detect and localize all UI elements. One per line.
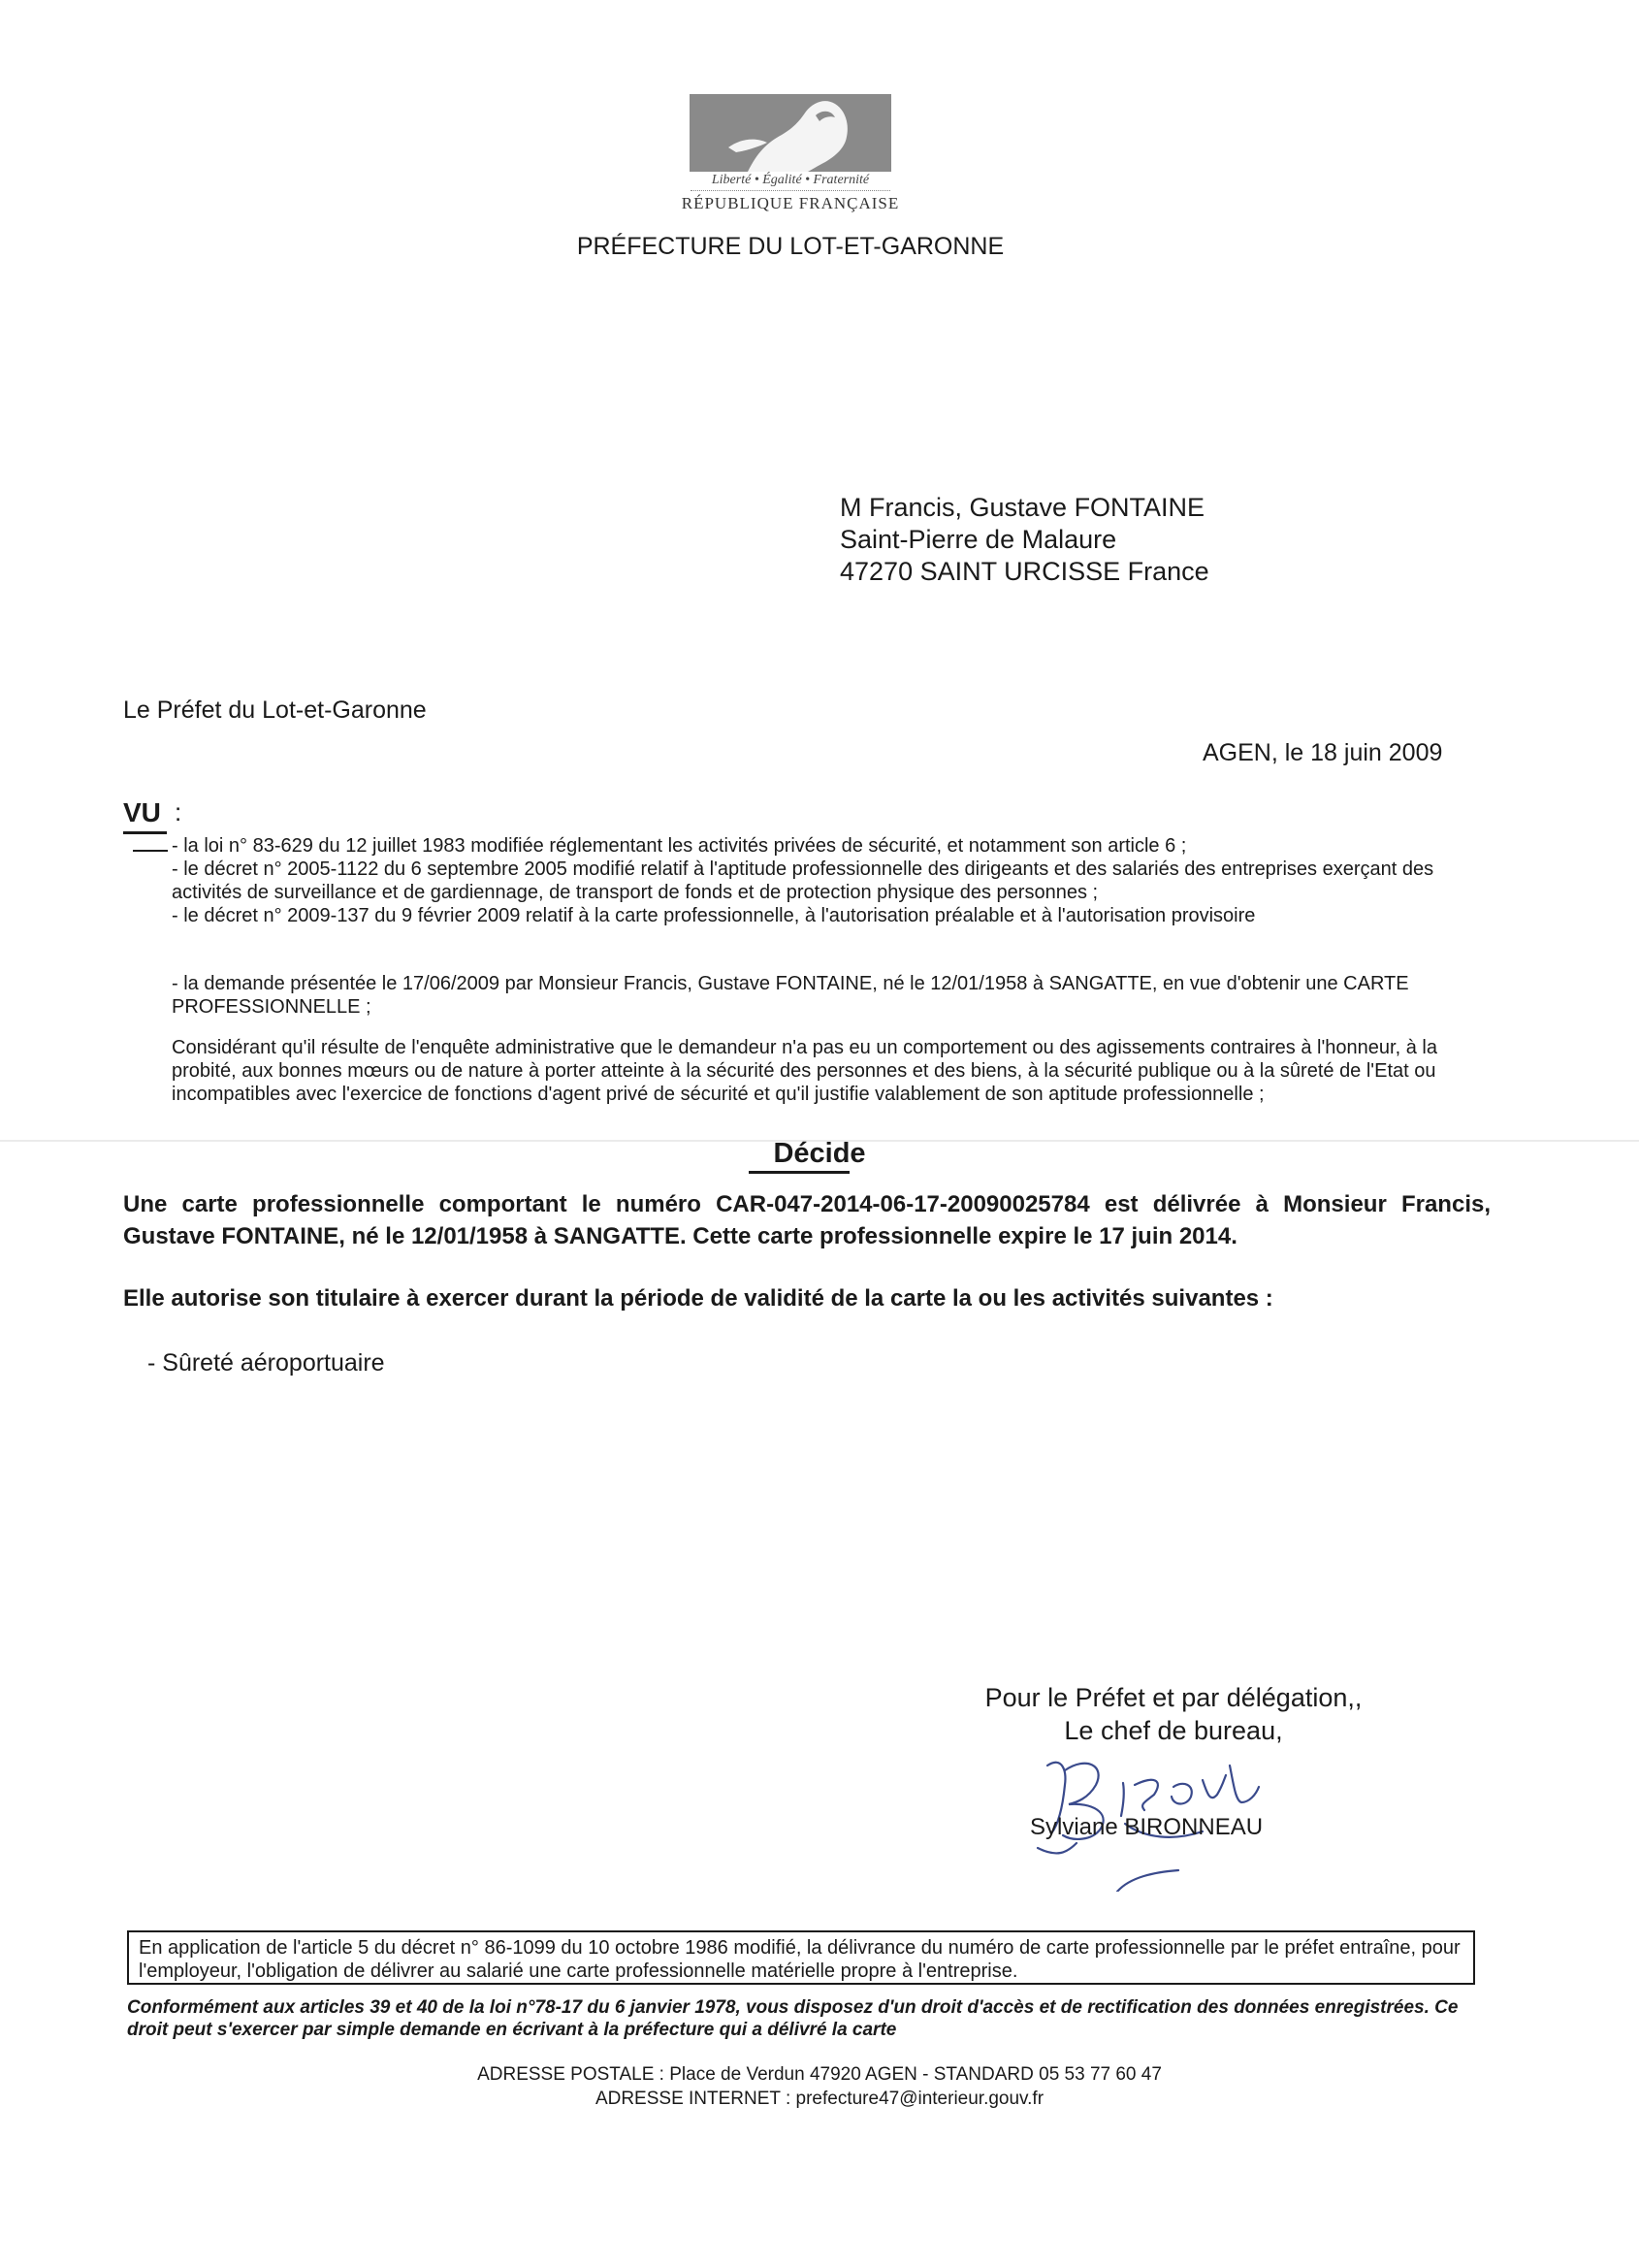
- signatory-name: Sylviane BIRONNEAU: [1030, 1814, 1264, 1840]
- notice-text: En application de l'article 5 du décret n° 86-1099 du 10 octobre 1986 modifié, la délivrance du numéro de carte professionnelle par le préfet entraîne, pour l'employeur, l'obligation de délivrer au salarié une carte professionnelle matérielle propre à l'entreprise.: [139, 1937, 1461, 1982]
- vu-item: - le décret n° 2005-1122 du 6 septembre 2005 modifié relatif à l'aptitude professionnelle des dirigeants et des salariés des entreprises exerçant des activités de surveillance et de gardiennage, de transport de fonds et de protection physique des personnes ;: [172, 859, 1434, 903]
- vu-item: - le décret n° 2009-137 du 9 février 2009 relatif à la carte professionnelle, à l'autorisation préalable et à l'autorisation provisoire: [172, 905, 1256, 926]
- signature-role: Le chef de bureau,: [1064, 1716, 1283, 1745]
- republique-francaise-label: RÉPUBLIQUE FRANÇAISE: [681, 194, 900, 212]
- decide-underline: [749, 1171, 850, 1174]
- demande-paragraph: - la demande présentée le 17/06/2009 par Monsieur Francis, Gustave FONTAINE, né le 12/01/1958 à SANGATTE, en vue d'obtenir une CARTE PROFESSIONNELLE ;: [172, 973, 1409, 1018]
- vu-list: [172, 834, 1491, 927]
- marianne-logo: [690, 94, 891, 172]
- recipient-address-line: Saint-Pierre de Malaure: [840, 525, 1117, 554]
- vu-item: - la loi n° 83-629 du 12 juillet 1983 modifiée réglementant les activités privées de sécurité, et notamment son article 6 ;: [172, 835, 1187, 857]
- signature-delegation: Pour le Préfet et par délégation,,: [984, 1683, 1363, 1712]
- vu-heading: VU: [123, 797, 161, 827]
- recipient-name: M Francis, Gustave FONTAINE: [840, 493, 1205, 522]
- motto: Liberté • Égalité • Fraternité: [711, 173, 870, 187]
- notice-box: [127, 1930, 1475, 1985]
- footer-internet-address: ADRESSE INTERNET : prefecture47@interieur.gouv.fr: [595, 2089, 1044, 2109]
- decide-heading: Décide: [773, 1138, 866, 1169]
- footer-postal-address: ADRESSE POSTALE : Place de Verdun 47920 AGEN - STANDARD 05 53 77 60 47: [477, 2064, 1162, 2085]
- vu-dash: [133, 850, 168, 852]
- issuer: Le Préfet du Lot-et-Garonne: [123, 697, 427, 724]
- considerant-paragraph: Considérant qu'il résulte de l'enquête administrative que le demandeur n'a pas eu un comportement ou des agissements contraires à l'honneur, à la probité, aux bonnes mœurs ou de nature à porter atteinte à la sécurité des personnes et des biens, à la sécurité publique ou à la sûreté de l'Etat ou incompatibles avec l'exercice de fonctions d'agent privé de sécurité et qu'il justifie valablement de son aptitude professionnelle ;: [172, 1037, 1437, 1105]
- recipient-city-line: 47270 SAINT URCISSE France: [840, 557, 1209, 586]
- vu-colon: :: [175, 797, 182, 826]
- prefecture-title: PRÉFECTURE DU LOT-ET-GARONNE: [576, 233, 1005, 260]
- handwritten-signature: [1009, 1727, 1280, 1896]
- letter-date: AGEN, le 18 juin 2009: [1203, 739, 1443, 766]
- motto-divider: [691, 190, 890, 192]
- autorise-paragraph: Elle autorise son titulaire à exercer durant la période de validité de la carte la ou les activités suivantes :: [123, 1285, 1273, 1312]
- activite-item: - Sûreté aéroportuaire: [147, 1349, 385, 1377]
- carte-paragraph: Une carte professionnelle comportant le numéro CAR-047-2014-06-17-20090025784 est délivrée à Monsieur Francis, Gustave FONTAINE, né le 12/01/1958 à SANGATTE. Cette carte professionnelle expire le 17 juin 2014.: [123, 1191, 1491, 1249]
- vu-underline: [123, 831, 167, 834]
- cnil-notice: Conformément aux articles 39 et 40 de la loi n°78-17 du 6 janvier 1978, vous disposez d'un droit d'accès et de rectification des données enregistrées. Ce droit peut s'exercer par simple demande en écrivant à la préfecture qui a délivré la carte: [127, 1997, 1459, 2040]
